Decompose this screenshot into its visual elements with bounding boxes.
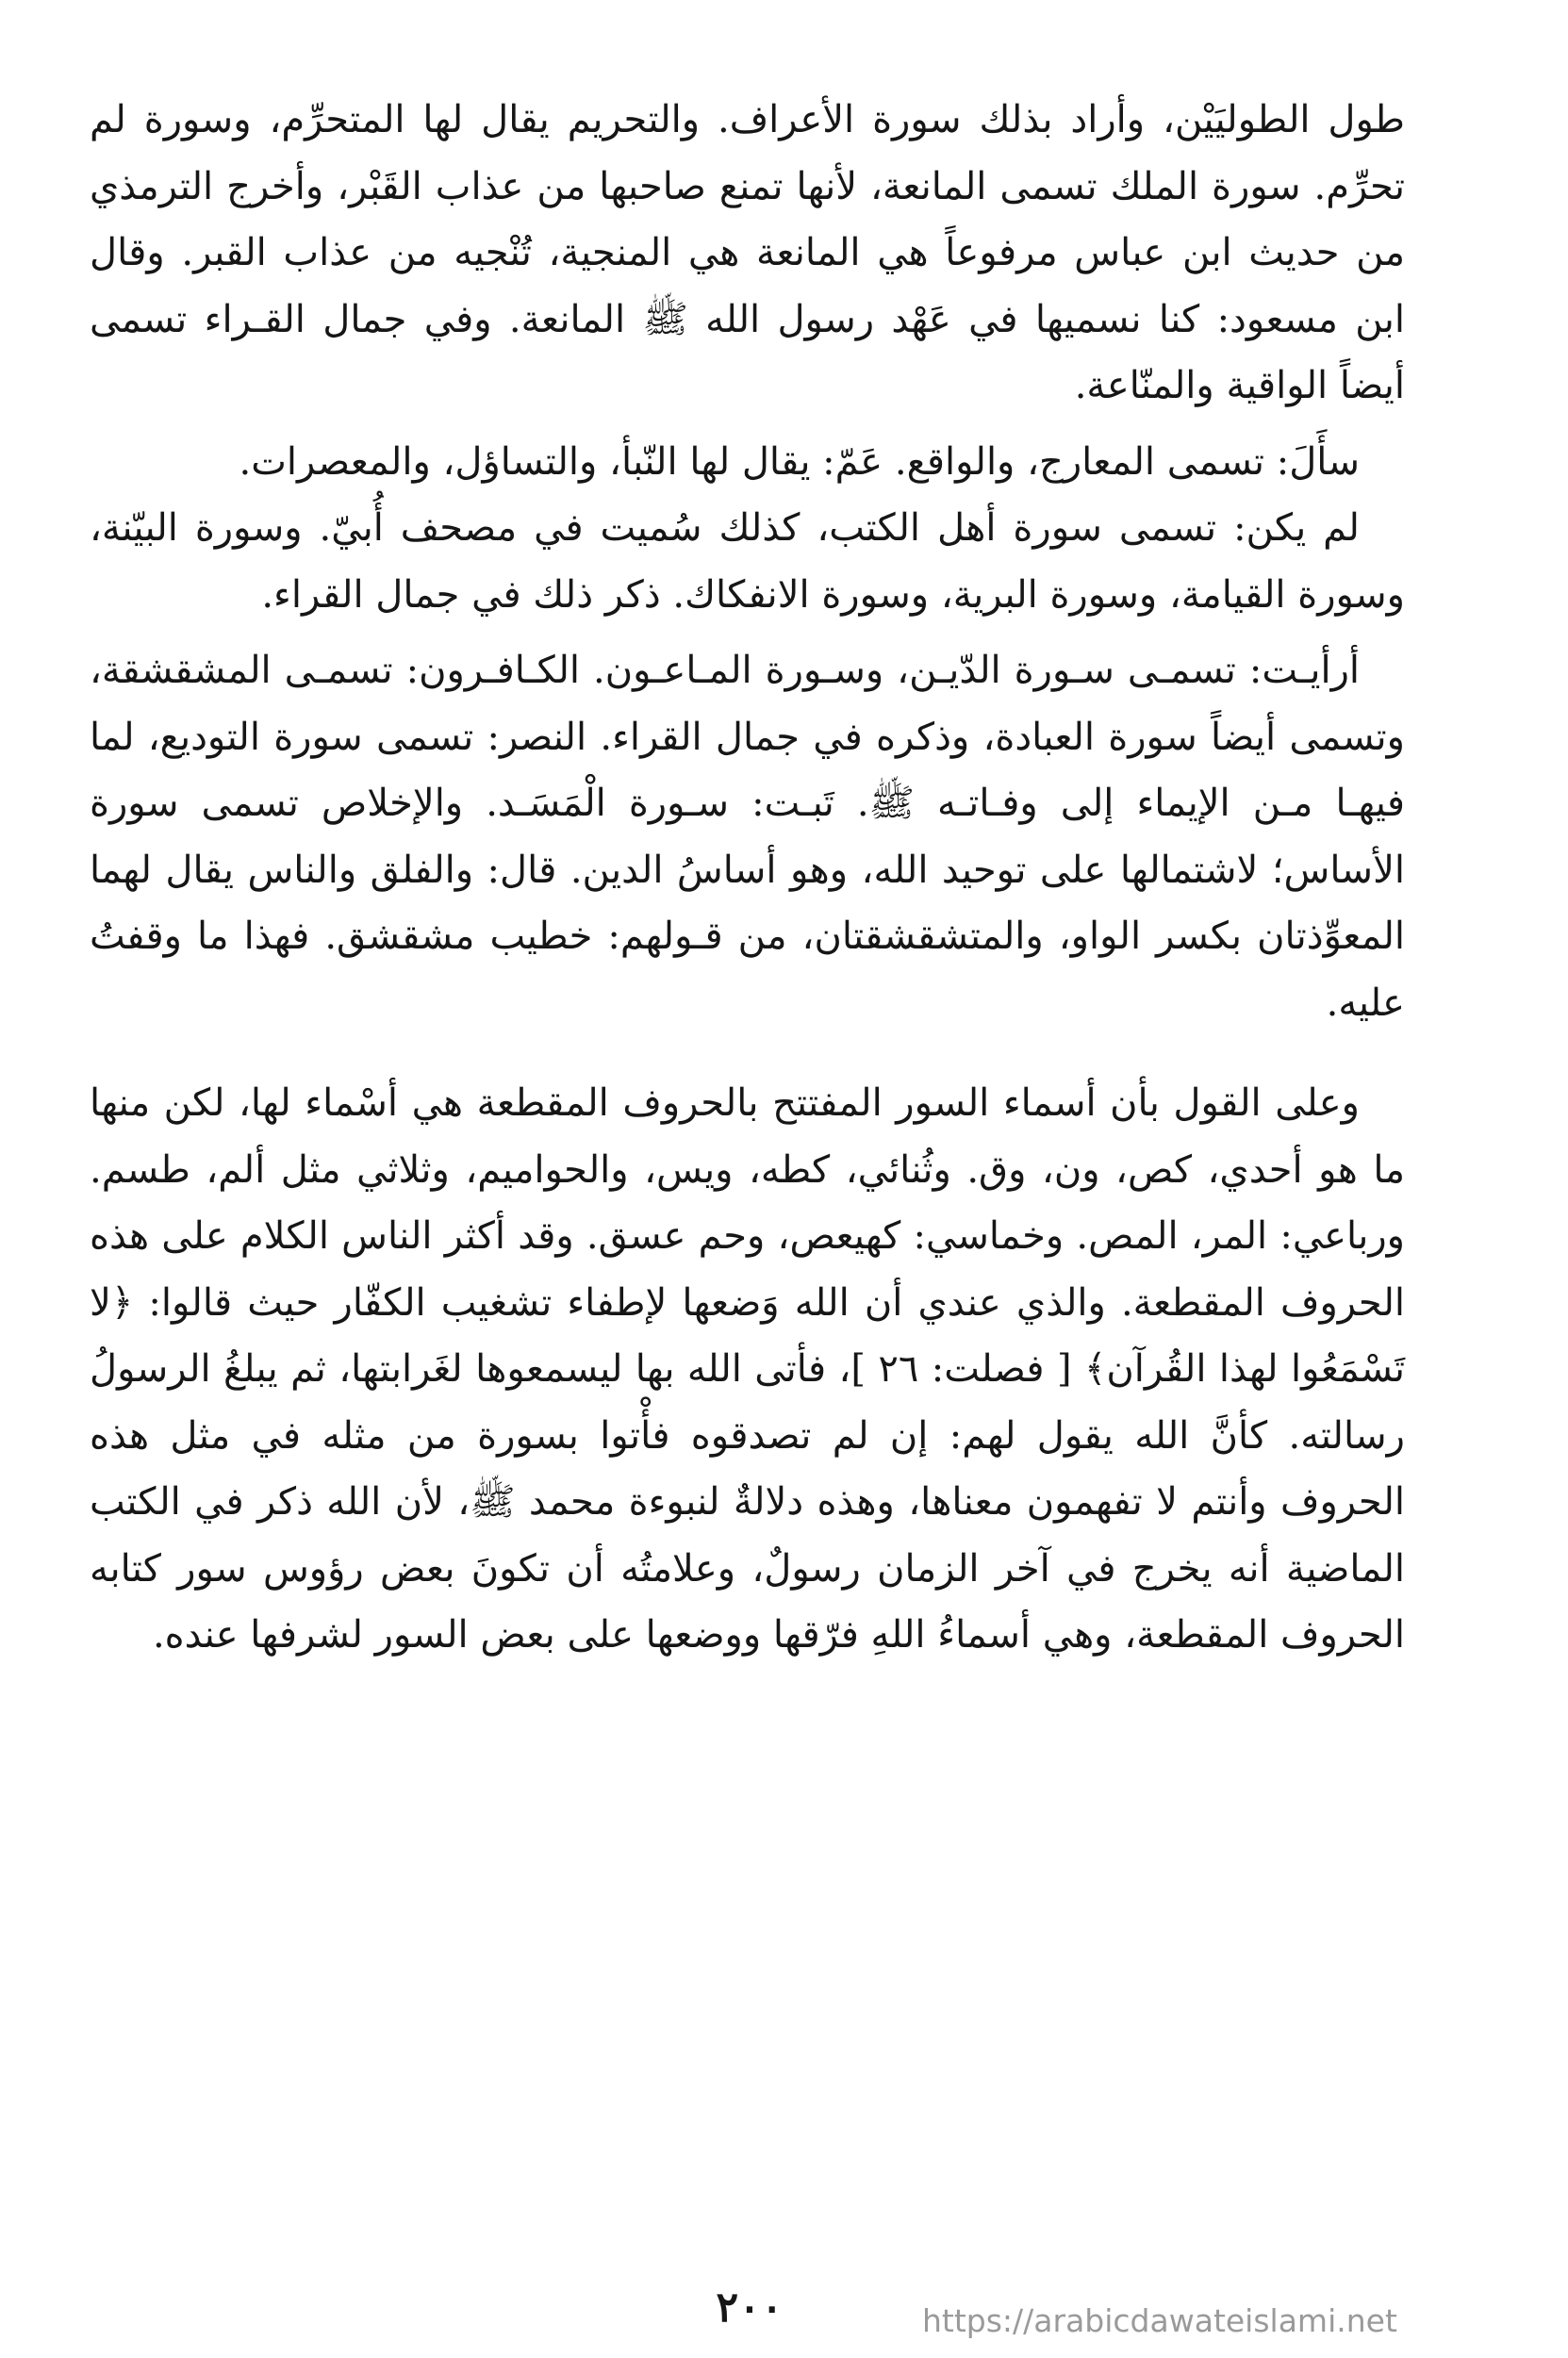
paragraph-araayta-kafirun: أرأيـت: تسمـى سـورة الدّيـن، وسـورة المـاعـون. الكـافـرون: تسمـى المشقشقة، وتسمى أيضاً سورة العبادة، وذكره في جمال القراء. النصر: تسمى سورة التوديع، لما فيهـا مـن الإيماء إلى وفـاتـه ﷺ. تَبـت: سـورة الْمَسَـد. والإخلاص تسمى سورة الأساس؛ لاشتمالها على توحيد الله، وهو أساسُ الدين. قال: والفلق والناس يقال لهما المعوِّذتان بكسر الواو، والمتشقشقتان، من قـولهم: خطيب مشقشق. فهذا ما وقفتُ عليه.: [90, 649, 1405, 1025]
page-number: ٢٠٠: [716, 2284, 784, 2332]
paragraph-saala-amma: سأَلَ: تسمى المعارج، والواقع. عَمّ: يقال لها النّبأ، والتساؤل، والمعصرات.: [239, 439, 1360, 484]
paragraph-gap: [90, 420, 1405, 429]
watermark-url: https://arabicdawateislami.net: [922, 2302, 1397, 2339]
paragraph-muqattaat-letters: وعلى القول بأن أسماء السور المفتتح بالحروف المقطعة هي أسْماء لها، لكن منها ما هو أحدي، كص، ون، وق. وثُنائي، كطه، ويس، والحواميم، وثلاثي مثل ألم، طسم. ورباعي: المر، المص. وخماسي: كهيعص، وحم عسق. وقد أكثر الناس الكلام على هذه الحروف المقطعة. والذي عندي أن الله وَضعها لإطفاء تشغيب الكفّار حيث قالوا: ﴿لا تَسْمَعُوا لهذا القُرآن﴾ [ فصلت: ٢٦ ]، فأتى الله بها ليسمعوها لغَرابتها، ثم يبلغُ الرسولُ رسالته. كأنَّ الله يقول لهم: إن لم تصدقوه فأْتوا بسورة من مثله في مثل هذه الحروف وأنتم لا تفهمون معناها، وهذه دلالةٌ لنبوءة محمد ﷺ، لأن الله ذكر في الكتب الماضية أنه يخرج في آخر الزمان رسولٌ، وعلامتُه أن تكونَ بعض رؤوس سور كتابه الحروف المقطعة، وهي أسماءُ اللهِ فرّقها ووضعها على بعض السور لشرفها عنده.: [90, 1081, 1406, 1657]
paragraph-gap: [90, 628, 1405, 637]
paragraph-surah-names-continued: طول الطوليَيْن، وأراد بذلك سورة الأعراف. والتحريم يقال لها المتحرِّم، وسورة لم تحرِّم. سورة الملك تسمى المانعة، لأنها تمنع صاحبها من عذاب القَبْر، وأخرج الترمذي من حديث ابن عباس مرفوعاً هي المانعة هي المنجية، تُنْجيه من عذاب القبر. وقال ابن مسعود: كنا نسميها في عَهْد رسول الله ﷺ المانعة. وفي جمال القـراء تسمى أيضاً الواقية والمنّاعة.: [90, 98, 1405, 407]
section-gap: [90, 1036, 1405, 1070]
paragraph-lam-yakun: لم يكن: تسمى سورة أهل الكتب، كذلك سُميت في مصحف أُبيّ. وسورة البيّنة، وسورة القيامة، وسورة البرية، وسورة الانفكاك. ذكر ذلك في جمال القراء.: [90, 506, 1405, 617]
page-body: [90, 87, 1405, 1669]
